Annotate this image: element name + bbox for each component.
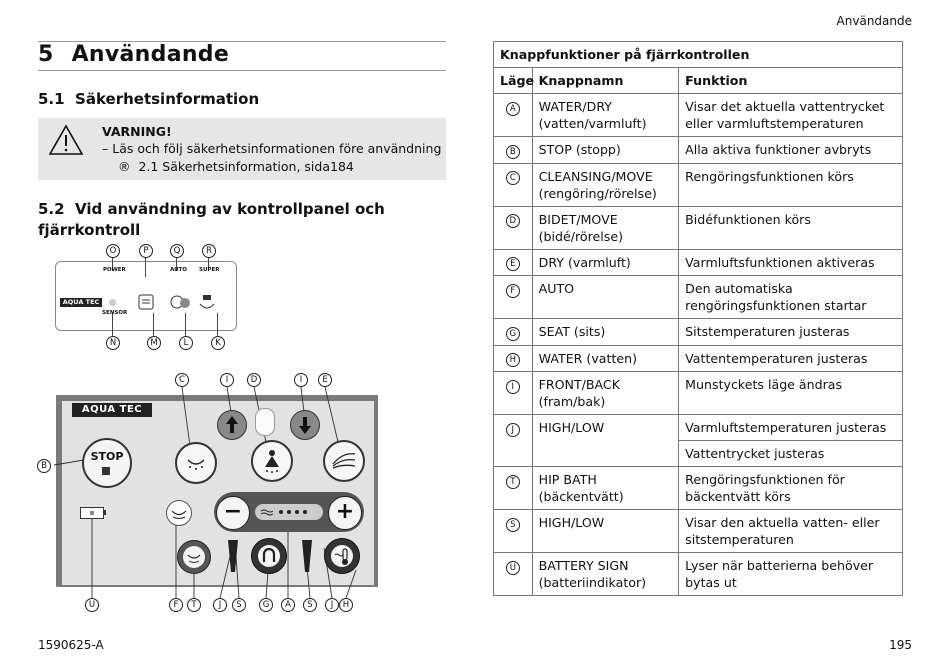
reference-link[interactable]: 2.1 Säkerhetsinformation, sida184 (138, 159, 354, 174)
chapter-title (38, 42, 229, 67)
warning-triangle-icon (48, 124, 84, 156)
sensor-dot (109, 299, 116, 306)
function-cell: Den automatiska rengöringsfunktionen startar (679, 276, 903, 319)
position-marker: I (506, 380, 520, 394)
position-marker: T (506, 475, 520, 489)
hip-bath-icon (167, 501, 191, 525)
page-number: 195 (889, 638, 912, 652)
table-row (494, 94, 903, 137)
increase-button[interactable]: + (328, 496, 362, 530)
hip-bath-button[interactable] (166, 500, 192, 526)
position-marker: D (506, 214, 520, 228)
function-cell: Vattentemperaturen justeras (679, 345, 903, 372)
position-marker: J (506, 423, 520, 437)
position-marker: B (506, 145, 520, 159)
table-row (494, 510, 903, 553)
table-row (494, 137, 903, 164)
button-name-cell: AUTO (532, 276, 679, 319)
callout-label: H (339, 598, 353, 612)
table-row (494, 553, 903, 596)
function-cell: Varmluftsfunktionen aktiveras (679, 249, 903, 276)
button-functions-table (493, 41, 903, 596)
function-cell: Munstyckets läge ändras (679, 372, 903, 415)
function-cell: Varmluftstemperaturen justeras (679, 415, 903, 441)
battery-indicator (80, 507, 104, 519)
temperature-level-icon (226, 538, 240, 574)
section-title-cont: fjärrkontroll (38, 221, 141, 239)
chapter-number: 5 (38, 42, 54, 67)
button-name-cell: BATTERY SIGN (batteriindikator) (532, 553, 679, 596)
callout-label: T (187, 598, 201, 612)
level-display (255, 504, 323, 520)
callout-label: D (247, 373, 261, 387)
section-number: 5.1 (38, 90, 65, 108)
super-caption: SUPER (199, 267, 220, 273)
function-cell: Visar det aktuella vattentrycket eller varmluftstemperaturen (679, 94, 903, 137)
thermometer-icon (331, 545, 353, 567)
button-name-cell: WATER (vatten) (532, 345, 679, 372)
position-marker: S (506, 518, 520, 532)
function-cell: Bidéfunktionen körs (679, 206, 903, 249)
nozzle-position-indicator (255, 408, 275, 436)
running-header: Användande (836, 14, 912, 28)
callout-label: J (325, 598, 339, 612)
remote-brand-logo: AQUA TEC (72, 403, 152, 417)
panel-indicator-icons (135, 293, 235, 315)
callout-label: C (175, 373, 189, 387)
callout-label: A (281, 598, 295, 612)
auto-button[interactable] (177, 540, 211, 574)
table-row (494, 276, 903, 319)
table-row (494, 163, 903, 206)
position-marker: U (506, 561, 520, 575)
seat-button[interactable] (251, 538, 287, 574)
button-name-cell: SEAT (sits) (532, 319, 679, 346)
function-cell: Sitstemperaturen justeras (679, 319, 903, 346)
power-caption: POWER (103, 267, 126, 273)
callout-label: R (202, 244, 216, 258)
chapter-title-text: Användande (71, 42, 230, 67)
callout-label: S (232, 598, 246, 612)
sensor-caption: SENSOR (102, 310, 128, 316)
callout-label: G (259, 598, 273, 612)
button-name-cell: WATER/DRY (vatten/varmluft) (532, 94, 679, 137)
bidet-icon (253, 442, 291, 480)
decrease-button[interactable]: − (216, 496, 250, 530)
callout-label: J (213, 598, 227, 612)
level-dots (255, 504, 323, 520)
stop-label: STOP (90, 450, 124, 463)
position-marker: C (506, 171, 520, 185)
temperature-level-icon (300, 538, 314, 574)
button-name-cell: STOP (stopp) (532, 137, 679, 164)
table-row (494, 249, 903, 276)
callout-label: N (106, 336, 120, 350)
arrow-down-icon (291, 411, 319, 439)
table-row (494, 372, 903, 415)
stop-square-icon (102, 467, 110, 475)
stop-button[interactable] (82, 438, 132, 488)
table-row (494, 345, 903, 372)
function-cell: Alla aktiva funktioner avbryts (679, 137, 903, 164)
position-marker: A (506, 102, 520, 116)
function-cell: Vattentrycket justeras (679, 441, 903, 467)
arrow-up-icon (218, 411, 246, 439)
callout-label: P (139, 244, 153, 258)
cleansing-icon (177, 444, 215, 482)
seat-icon (258, 545, 280, 567)
cleansing-button[interactable] (175, 442, 217, 484)
bidet-button[interactable] (251, 440, 293, 482)
column-header: Läge (494, 68, 533, 94)
divider (38, 70, 446, 71)
button-name-cell: CLEANSING/MOVE (rengöring/rörelse) (532, 163, 679, 206)
water-temperature-button[interactable] (324, 538, 360, 574)
section-title: Vid användning av kontrollpanel och (75, 200, 385, 218)
section-title: Säkerhetsinformation (75, 90, 260, 108)
front-back-up-button[interactable] (217, 410, 247, 440)
button-name-cell: FRONT/BACK (fram/bak) (532, 372, 679, 415)
button-name-cell: BIDET/MOVE (bidé/rörelse) (532, 206, 679, 249)
function-cell: Rengöringsfunktionen för bäckentvätt körs (679, 467, 903, 510)
table-row (494, 415, 903, 441)
position-marker: H (506, 353, 520, 367)
document-number: 1590625-A (38, 638, 104, 652)
callout-label: M (147, 336, 161, 350)
auto-icon (183, 546, 205, 568)
table-row (494, 319, 903, 346)
front-back-down-button[interactable] (290, 410, 320, 440)
auto-caption: AUTO (170, 267, 187, 273)
function-cell: Visar den aktuella vatten- eller sitstemperaturen (679, 510, 903, 553)
callout-label: O (106, 244, 120, 258)
button-name-cell: HIGH/LOW (532, 510, 679, 553)
warning-title: VARNING! (102, 124, 172, 139)
section-number: 5.2 (38, 200, 65, 218)
section-heading-5-1 (38, 90, 259, 108)
callout-label: L (179, 336, 193, 350)
button-name-cell: DRY (varmluft) (532, 249, 679, 276)
callout-label: I (294, 373, 308, 387)
reference-symbol: ® (118, 159, 131, 174)
section-heading-5-2 (38, 199, 438, 241)
position-marker: F (506, 284, 520, 298)
callout-label: B (37, 459, 51, 473)
column-header: Funktion (679, 68, 903, 94)
position-marker: E (506, 257, 520, 271)
callout-label: F (169, 598, 183, 612)
callout-label: S (303, 598, 317, 612)
dry-button[interactable] (323, 440, 365, 482)
table-row (494, 206, 903, 249)
callout-label: E (318, 373, 332, 387)
callout-label: Q (170, 244, 184, 258)
brand-logo: AQUA TEC (60, 298, 102, 307)
battery-terminal (103, 510, 106, 515)
button-name-cell: HIGH/LOW (532, 415, 679, 467)
button-name-cell: HIP BATH (bäckentvätt) (532, 467, 679, 510)
position-marker: G (506, 327, 520, 341)
control-panel-figure (55, 243, 255, 348)
function-cell: Lyser när batterierna behöver bytas ut (679, 553, 903, 596)
callout-label: I (220, 373, 234, 387)
column-header: Knappnamn (532, 68, 679, 94)
table-row (494, 467, 903, 510)
remote-control-figure (36, 370, 396, 615)
function-cell: Rengöringsfunktionen körs (679, 163, 903, 206)
warning-text: – Läs och följ säkerhetsinformationen före användning (102, 141, 442, 156)
table-caption: Knappfunktioner på fjärrkontrollen (494, 42, 903, 68)
callout-label: U (85, 598, 99, 612)
dry-air-icon (325, 442, 363, 480)
warning-reference (118, 159, 354, 174)
callout-label: K (211, 336, 225, 350)
